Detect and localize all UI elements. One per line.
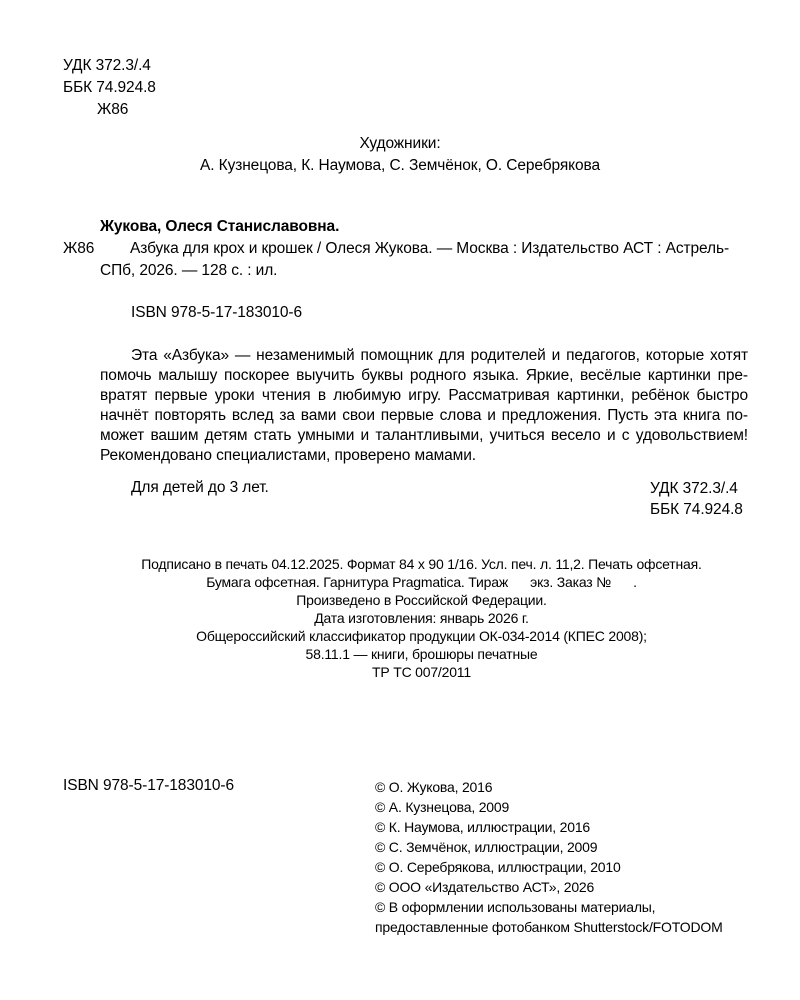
author-heading: Жукова, Олеся Станиславовна. bbox=[100, 218, 340, 235]
imprint-line: Подписано в печать 04.12.2025. Формат 84 х 90 1/16. Усл. печ. л. 11,2. Печать офсетная. bbox=[141, 556, 702, 572]
imprint-line: Бумага офсетная. Гарнитура Pragmatica. Тираж экз. Заказ № . bbox=[206, 574, 637, 590]
copyright-line: предоставленные фотобанком Shutterstock/FOTODOM bbox=[375, 919, 723, 935]
imprint-line: 58.11.1 — книги, брошюры печатные bbox=[305, 646, 538, 662]
copyright-line: © О. Жукова, 2016 bbox=[375, 779, 493, 795]
imprint-line: ТР ТС 007/2011 bbox=[372, 664, 471, 680]
copyright-line: © В оформлении использованы материалы, bbox=[375, 899, 656, 915]
annotation bbox=[100, 346, 748, 466]
annotation-line: Рекомендовано специалистами, проверено мамами. bbox=[100, 447, 476, 464]
copyright-line: © ООО «Издательство АСТ», 2026 bbox=[375, 879, 595, 895]
bibliographic-line-2: СПб, 2026. — 128 с. : ил. bbox=[100, 262, 278, 279]
isbn-footer: ISBN 978-5-17-183010-6 bbox=[63, 777, 234, 794]
annotation-line: вратят первые уроки чтения в любимую игру. Рассматривая картинки, ребёнок быстро bbox=[100, 387, 748, 404]
illustrators-names: А. Кузнецова, К. Наумова, С. Земчёнок, О. Серебрякова bbox=[199, 157, 600, 174]
udk-code-top: УДК 372.3/.4 bbox=[63, 57, 151, 74]
copyright-line: © А. Кузнецова, 2009 bbox=[375, 799, 510, 815]
annotation-line: может вашим детям стать умными и талантливыми, учиться весело и с удовольствием! bbox=[100, 427, 748, 444]
annotation-line: помочь малышу поскорее выучить буквы родного языка. Яркие, весёлые картинки пре- bbox=[100, 367, 748, 384]
imprint-line: Произведено в Российской Федерации. bbox=[296, 592, 547, 608]
copyright-block bbox=[375, 777, 723, 937]
imprint-line: Дата изготовления: январь 2026 г. bbox=[314, 610, 529, 626]
imprint-block bbox=[0, 555, 800, 681]
author-mark: Ж86 bbox=[63, 240, 95, 257]
annotation-line: начнёт повторять вслед за вами свои первые слова и предложения. Пусть эта книга по- bbox=[100, 407, 748, 424]
copyright-line: © С. Земчёнок, иллюстрации, 2009 bbox=[375, 839, 598, 855]
author-mark-top: Ж86 bbox=[97, 101, 129, 118]
annotation-line: Эта «Азбука» — незаменимый помощник для родителей и педагогов, которые хотят bbox=[131, 347, 748, 364]
bbk-code-bottom: ББК 74.924.8 bbox=[650, 501, 743, 518]
copyright-line: © О. Серебрякова, иллюстрации, 2010 bbox=[375, 859, 621, 875]
bibliographic-line-1: Азбука для крох и крошек / Олеся Жукова. — Москва : Издательство АСТ : Астрель- bbox=[130, 240, 730, 257]
imprint-line: Общероссийский классификатор продукции ОК-034-2014 (КПЕС 2008); bbox=[196, 628, 647, 644]
bbk-code-top: ББК 74.924.8 bbox=[63, 79, 156, 96]
udk-code-bottom: УДК 372.3/.4 bbox=[650, 480, 738, 497]
age-rating: Для детей до 3 лет. bbox=[131, 479, 269, 496]
isbn-record: ISBN 978-5-17-183010-6 bbox=[131, 304, 302, 321]
copyright-line: © К. Наумова, иллюстрации, 2016 bbox=[375, 819, 591, 835]
illustrators-heading: Художники: bbox=[359, 135, 441, 152]
